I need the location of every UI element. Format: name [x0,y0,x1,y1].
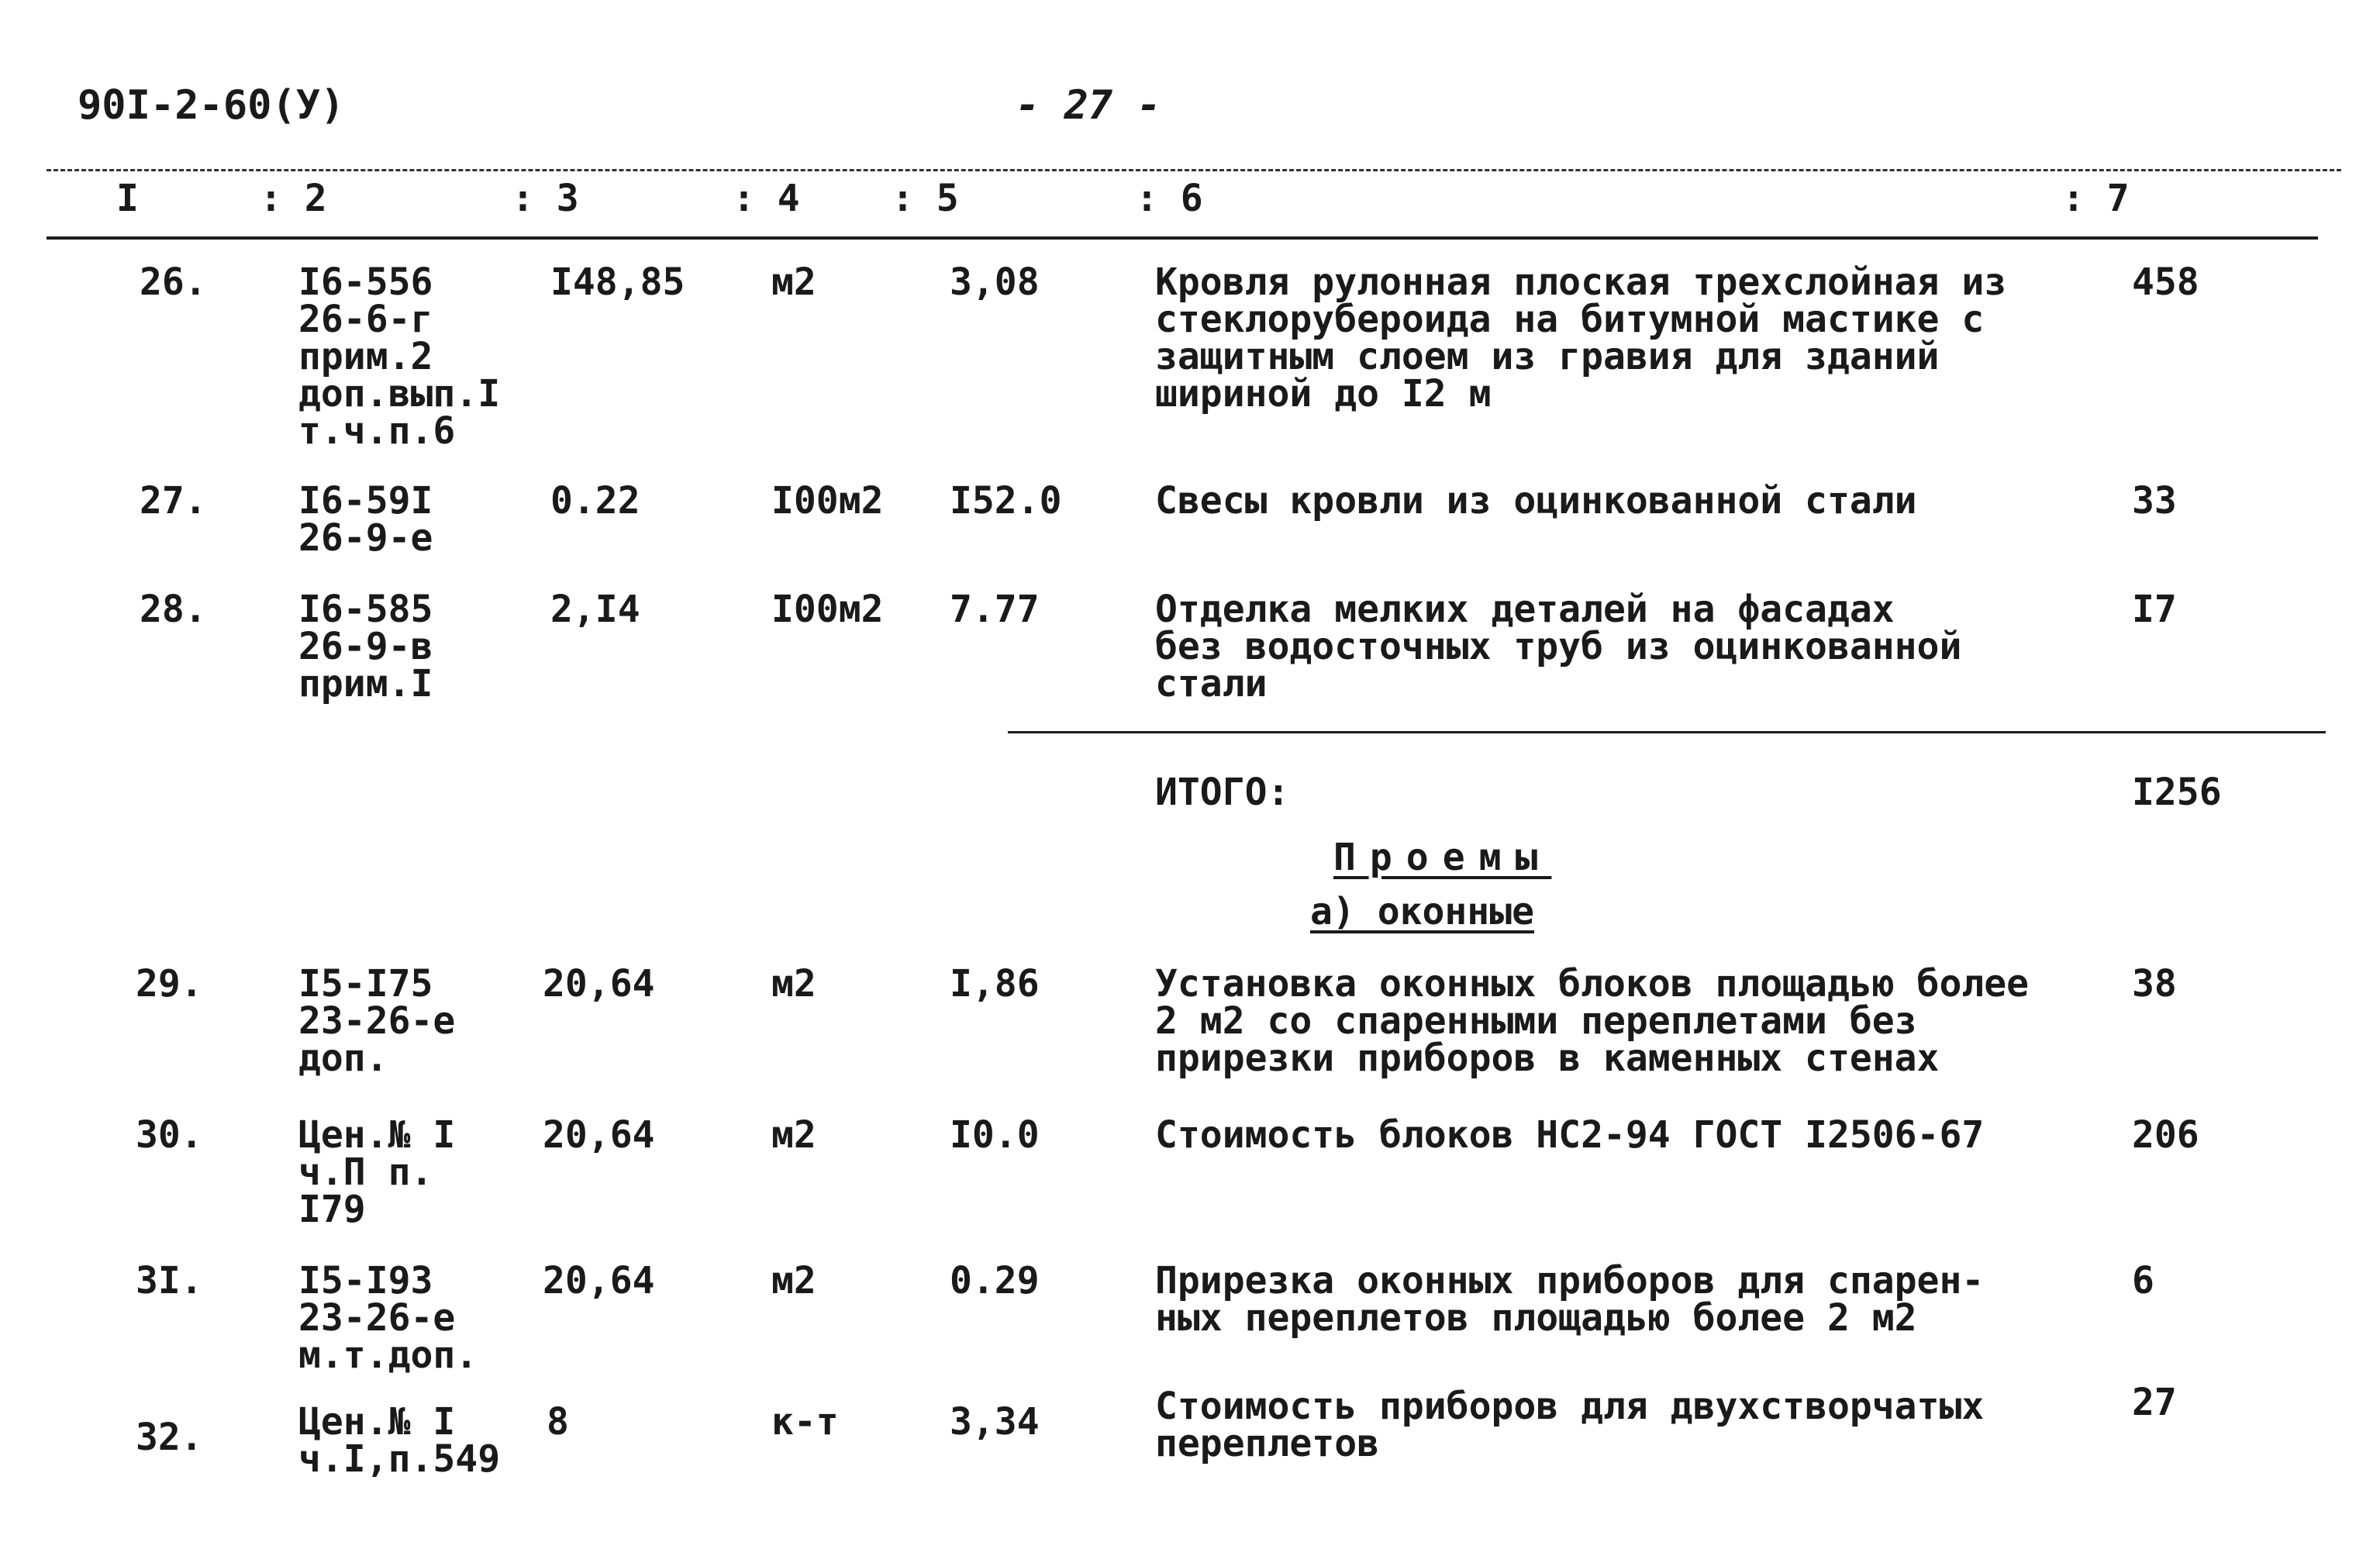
column-header-4: : 4 [733,177,800,220]
norm-code: I6-59I 26-9-е [298,479,433,560]
column-header-1: I [116,177,139,220]
subtotal-value: I256 [2132,771,2222,814]
unit-price: 7.77 [950,588,1040,631]
unit-price: 3,34 [950,1400,1040,1444]
description: Кровля рулонная плоская трехслойная из стеклорубероида на битумной мастике с защитным слоем из гравия для зданий шириной до I2 м [1155,260,2007,416]
unit: м2 [771,260,816,304]
quantity: I48,85 [550,260,685,304]
total: 33 [2132,479,2177,523]
section-subtitle: а) оконные [1310,890,1534,933]
top-dashed-rule [47,169,2341,171]
description: Прирезка оконных приборов для спарен- ных переплетов площадью более 2 м2 [1155,1259,1985,1340]
unit-price: 3,08 [950,260,1040,304]
unit: I00м2 [771,479,884,523]
section-title: Проемы [1333,836,1552,879]
column-header-6: : 6 [1136,177,1203,220]
norm-code: I5-I93 23-26-е м.т.доп. [298,1259,478,1377]
subtotal-label: ИТОГО: [1155,771,1290,814]
row-number: 30. [136,1113,203,1157]
total: I7 [2132,588,2177,631]
row-number: 32. [136,1416,203,1459]
subtotal-rule [1008,731,2326,733]
quantity: 8 [547,1400,569,1444]
description: Отделка мелких деталей на фасадах без водосточных труб из оцинкованной стали [1155,588,1962,706]
description: Установка оконных блоков площадью более 2 м2 со спаренными переплетами без прирезки приборов в каменных стенах [1155,962,2030,1080]
row-number: 26. [140,260,207,304]
norm-code: I6-585 26-9-в прим.I [298,588,433,706]
column-header-7: : 7 [2062,177,2130,220]
quantity: 20,64 [543,1113,655,1157]
total: 6 [2132,1259,2154,1302]
total: 206 [2132,1113,2199,1157]
row-number: 3I. [136,1259,203,1302]
page-number: - 27 - [1016,82,1161,129]
description: Стоимость приборов для двухстворчатых переплетов [1155,1385,1985,1465]
unit-price: I0.0 [950,1113,1040,1157]
quantity: 0.22 [550,479,640,523]
unit-price: I52.0 [950,479,1062,523]
quantity: 20,64 [543,1259,655,1302]
norm-code: I6-556 26-6-г прим.2 доп.вып.I т.ч.п.6 [298,260,501,453]
header-rule [47,236,2318,240]
column-header-2: : 2 [260,177,327,220]
quantity: 20,64 [543,962,655,1006]
unit: м2 [771,962,816,1006]
row-number: 27. [140,479,207,523]
row-number: 29. [136,962,203,1006]
quantity: 2,I4 [550,588,640,631]
unit: м2 [771,1113,816,1157]
column-header-3: : 3 [512,177,579,220]
norm-code: Цен.№ I ч.П п. I79 [298,1113,456,1231]
document-code: 90I-2-60(У) [78,82,345,129]
description: Стоимость блоков НС2-94 ГОСТ I2506-67 [1155,1113,1985,1157]
norm-code: Цен.№ I ч.I,п.549 [298,1400,501,1481]
unit: к-т [771,1400,839,1444]
unit: м2 [771,1259,816,1302]
norm-code: I5-I75 23-26-е доп. [298,962,456,1080]
unit-price: 0.29 [950,1259,1040,1302]
total: 27 [2132,1381,2177,1424]
row-number: 28. [140,588,207,631]
total: 458 [2132,260,2199,304]
unit: I00м2 [771,588,884,631]
column-header-5: : 5 [892,177,959,220]
description: Свесы кровли из оцинкованной стали [1155,479,1917,523]
total: 38 [2132,962,2177,1006]
unit-price: I,86 [950,962,1040,1006]
